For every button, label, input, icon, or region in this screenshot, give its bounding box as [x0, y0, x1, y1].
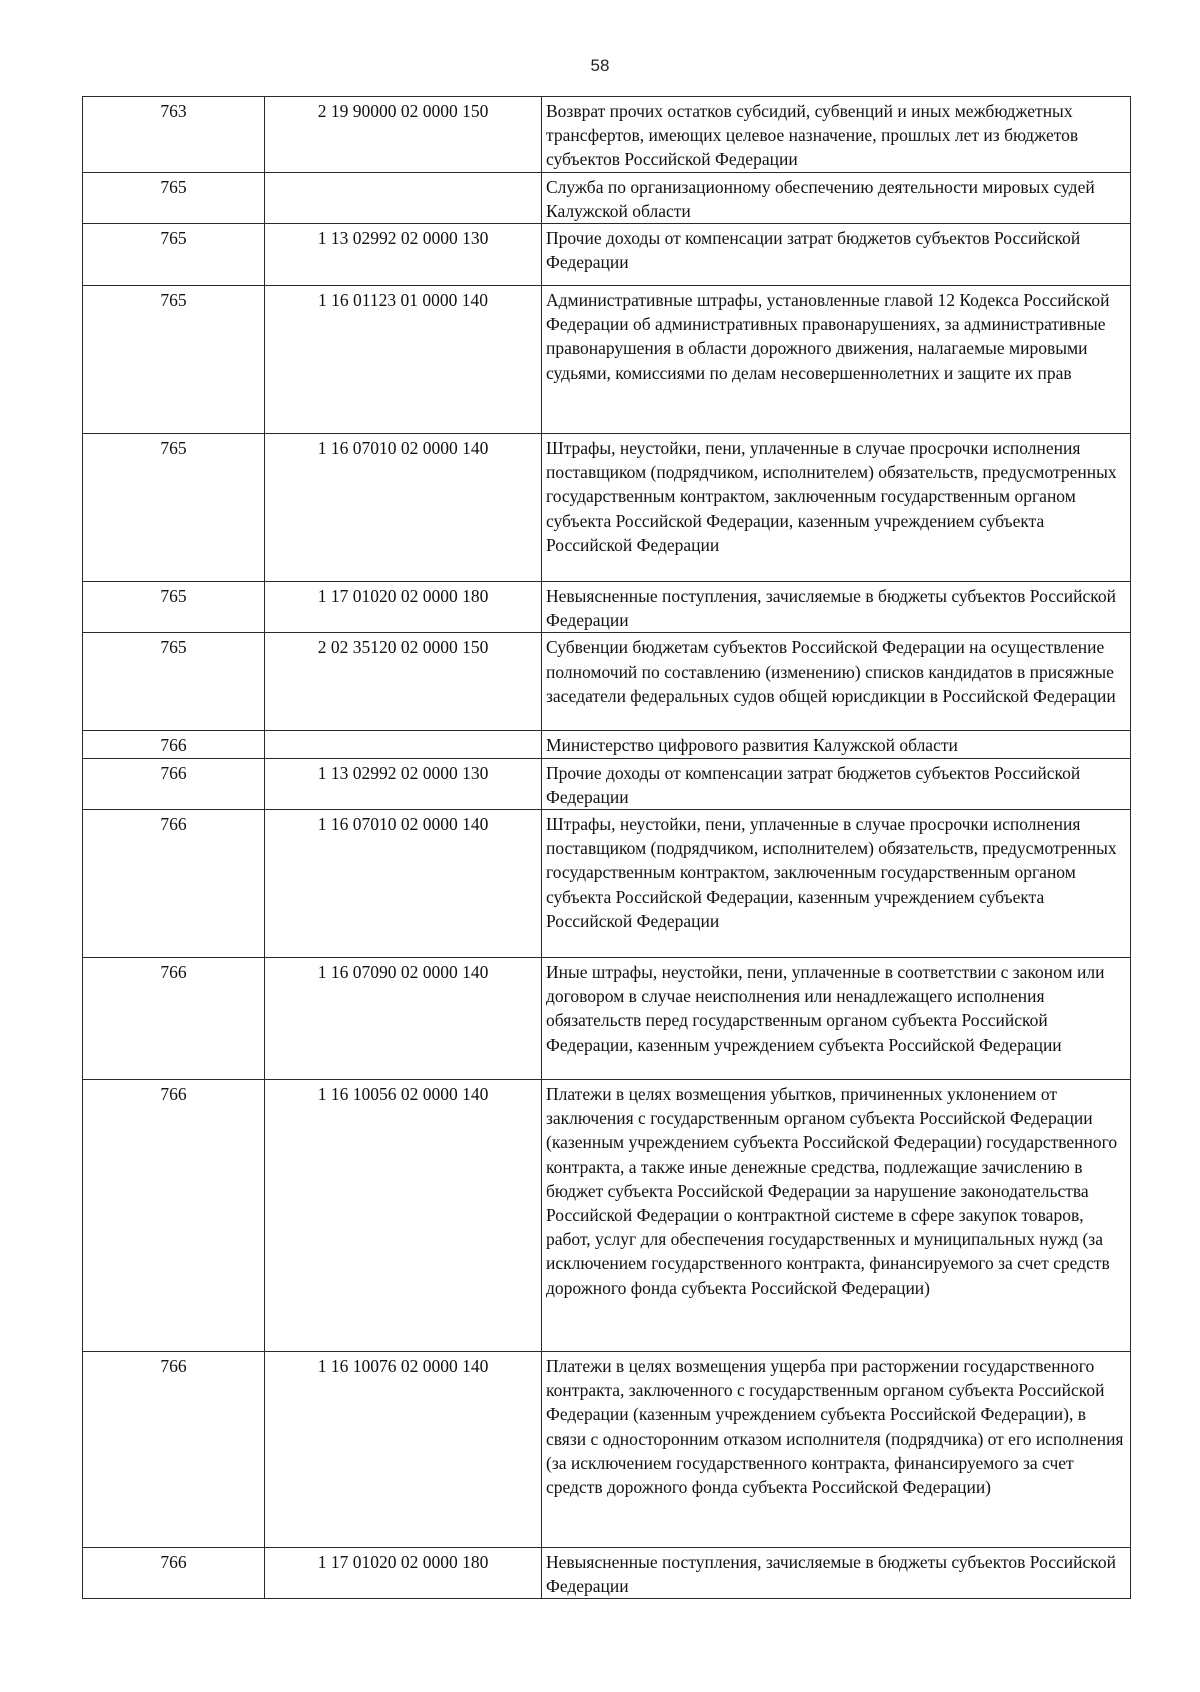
- table-row: [83, 1548, 1131, 1599]
- income-name-cell: Платежи в целях возмещения ущерба при расторжении государственного контракта, заключенного с государственным органом субъекта Российской Федерации (казенным учреждением субъекта Российской Федерации), в связи с односторонним отказом исполнителя (подрядчика) от его исполнения (за исключением государственного контракта, финансируемого за счет средств дорожного фонда субъекта Российской Федерации): [542, 1352, 1131, 1548]
- income-code-cell: 1 17 01020 02 0000 180: [265, 582, 542, 633]
- income-name-cell: Штрафы, неустойки, пени, уплаченные в случае просрочки исполнения поставщиком (подрядчиком, исполнителем) обязательств, предусмотренных государственным контрактом, заключенным государственным органом субъекта Российской Федерации, казенным учреждением субъекта Российской Федерации: [542, 810, 1131, 958]
- admin-code-cell: 766: [83, 731, 265, 758]
- income-name-cell: Служба по организационному обеспечению деятельности мировых судей Калужской области: [542, 172, 1131, 223]
- income-name-cell: Штрафы, неустойки, пени, уплаченные в случае просрочки исполнения поставщиком (подрядчиком, исполнителем) обязательств, предусмотренных государственным контрактом, заключенным государственным органом субъекта Российской Федерации, казенным учреждением субъекта Российской Федерации: [542, 434, 1131, 582]
- admin-code-cell: 765: [83, 224, 265, 286]
- income-code-cell: 1 17 01020 02 0000 180: [265, 1548, 542, 1599]
- income-name-cell: Министерство цифрового развития Калужской области: [542, 731, 1131, 758]
- income-code-cell: 1 13 02992 02 0000 130: [265, 224, 542, 286]
- income-name-cell: Прочие доходы от компенсации затрат бюджетов субъектов Российской Федерации: [542, 758, 1131, 809]
- admin-code-cell: 766: [83, 758, 265, 809]
- income-code-cell: 1 16 07010 02 0000 140: [265, 434, 542, 582]
- income-name-cell: Иные штрафы, неустойки, пени, уплаченные в соответствии с законом или договором в случае неисполнения или ненадлежащего исполнения обязательств перед государственным органом субъекта Российской Федерации, казенным учреждением субъекта Российской Федерации: [542, 958, 1131, 1080]
- table-row: [83, 731, 1131, 758]
- income-code-cell: 1 16 07010 02 0000 140: [265, 810, 542, 958]
- page-number: 58: [590, 56, 610, 75]
- income-code-cell: 2 02 35120 02 0000 150: [265, 633, 542, 731]
- admin-code-cell: 765: [83, 172, 265, 223]
- table-row: [83, 172, 1131, 223]
- income-name-cell: Прочие доходы от компенсации затрат бюджетов субъектов Российской Федерации: [542, 224, 1131, 286]
- income-code-cell: 1 16 01123 01 0000 140: [265, 286, 542, 434]
- admin-code-cell: 766: [83, 810, 265, 958]
- admin-code-cell: 763: [83, 97, 265, 173]
- table-row: [83, 633, 1131, 731]
- income-name-cell: Субвенции бюджетам субъектов Российской Федерации на осуществление полномочий по составлению (изменению) списков кандидатов в присяжные заседатели федеральных судов общей юрисдикции в Российской Федерации: [542, 633, 1131, 731]
- admin-code-cell: 766: [83, 1080, 265, 1352]
- table-row: [83, 224, 1131, 286]
- income-code-cell: [265, 172, 542, 223]
- table-row: [83, 434, 1131, 582]
- income-code-cell: [265, 731, 542, 758]
- admin-code-cell: 765: [83, 633, 265, 731]
- table-row: [83, 286, 1131, 434]
- income-name-cell: Невыясненные поступления, зачисляемые в бюджеты субъектов Российской Федерации: [542, 1548, 1131, 1599]
- table-row: [83, 810, 1131, 958]
- income-name-cell: Платежи в целях возмещения убытков, причиненных уклонением от заключения с государственным органом субъекта Российской Федерации (казенным учреждением субъекта Российской Федерации) государственного контракта, а также иные денежные средства, подлежащие зачислению в бюджет субъекта Российской Федерации за нарушение законодательства Российской Федерации о контрактной системе в сфере закупок товаров, работ, услуг для обеспечения государственных и муниципальных нужд (за исключением государственного контракта, финансируемого за счет средств дорожного фонда субъекта Российской Федерации): [542, 1080, 1131, 1352]
- income-code-cell: 1 13 02992 02 0000 130: [265, 758, 542, 809]
- income-code-cell: 1 16 10056 02 0000 140: [265, 1080, 542, 1352]
- table-row: [83, 958, 1131, 1080]
- table-row: [83, 1352, 1131, 1548]
- income-name-cell: Административные штрафы, установленные главой 12 Кодекса Российской Федерации об административных правонарушениях, за административные правонарушения в области дорожного движения, налагаемые мировыми судьями, комиссиями по делам несовершеннолетних и защите их прав: [542, 286, 1131, 434]
- income-code-cell: 1 16 07090 02 0000 140: [265, 958, 542, 1080]
- table-row: [83, 582, 1131, 633]
- admin-code-cell: 765: [83, 582, 265, 633]
- income-code-cell: 1 16 10076 02 0000 140: [265, 1352, 542, 1548]
- admin-code-cell: 766: [83, 1352, 265, 1548]
- admin-code-cell: 765: [83, 434, 265, 582]
- table-row: [83, 758, 1131, 809]
- budget-codes-table: [82, 96, 1131, 1599]
- admin-code-cell: 766: [83, 958, 265, 1080]
- income-code-cell: 2 19 90000 02 0000 150: [265, 97, 542, 173]
- admin-code-cell: 765: [83, 286, 265, 434]
- admin-code-cell: 766: [83, 1548, 265, 1599]
- table-row: [83, 1080, 1131, 1352]
- income-name-cell: Невыясненные поступления, зачисляемые в бюджеты субъектов Российской Федерации: [542, 582, 1131, 633]
- table-row: [83, 97, 1131, 173]
- income-name-cell: Возврат прочих остатков субсидий, субвенций и иных межбюджетных трансфертов, имеющих целевое назначение, прошлых лет из бюджетов субъектов Российской Федерации: [542, 97, 1131, 173]
